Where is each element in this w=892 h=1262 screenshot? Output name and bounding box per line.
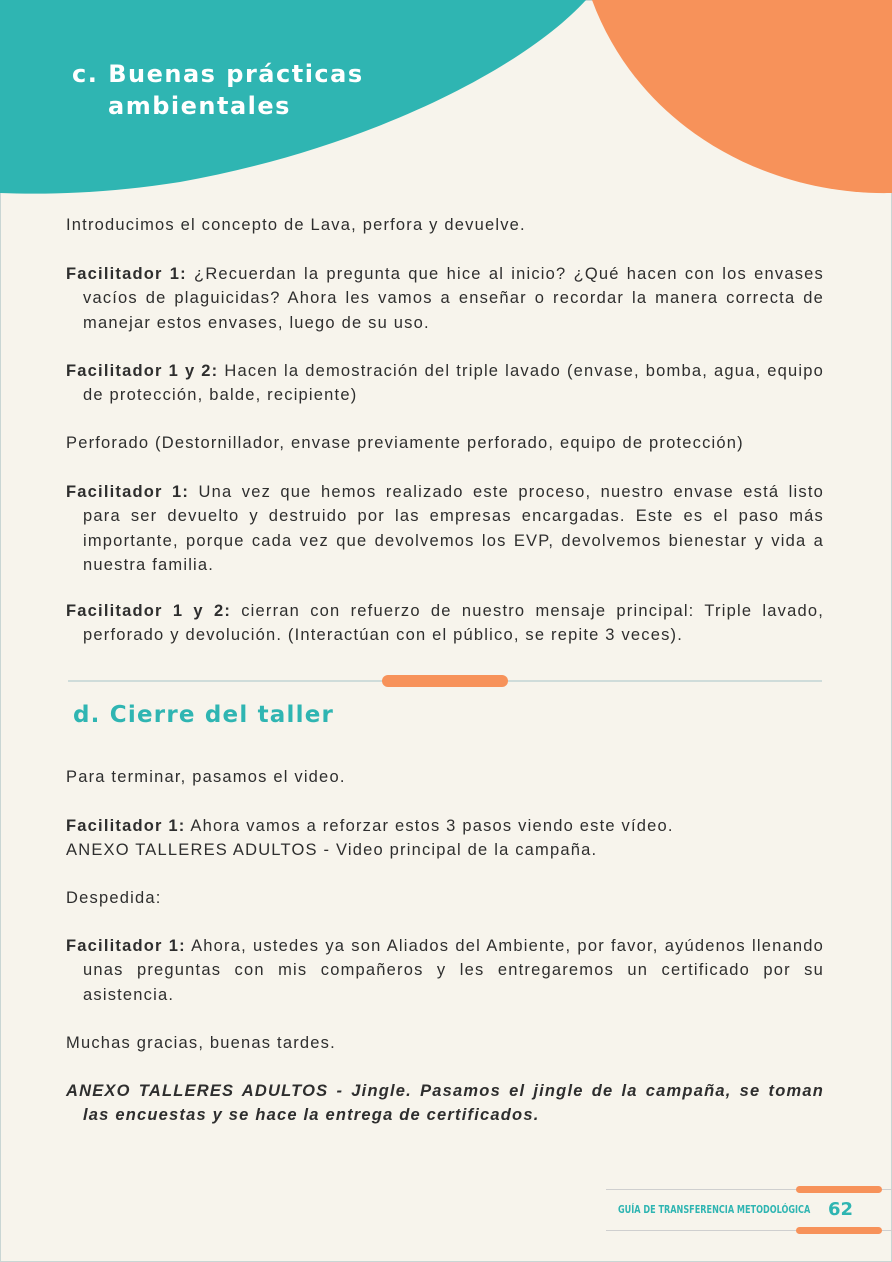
speaker-label: Facilitador 1: — [66, 265, 187, 283]
page-number: 62 — [828, 1199, 854, 1220]
paragraph-facilitador-question — [66, 262, 824, 335]
speaker-label: Facilitador 1: — [66, 817, 186, 835]
footer-guide-title: GUÍA DE TRANSFERENCIA METODOLÓGICA — [618, 1203, 811, 1216]
paragraph-text: Ahora vamos a reforzar estos 3 pasos viendo este vídeo. — [185, 817, 674, 835]
paragraph-closing-message — [66, 599, 824, 648]
paragraph-text: Una vez que hemos realizado este proceso, nuestro envase está listo para ser devuelto y destruido por las empresas encargadas. Este es el paso más importante, porque cada vez que devolvemos los EVP, devolvemos bienestar y vida a nuestra familia. — [83, 483, 824, 575]
paragraph-perforado: Perforado (Destornillador, envase previamente perforado, equipo de protección) — [66, 434, 744, 452]
section-title-c-line2: ambientales — [108, 92, 291, 120]
paragraph-certificate — [66, 934, 824, 1007]
speaker-label: Facilitador 1 y 2: — [66, 602, 232, 620]
annex-video-reference: ANEXO TALLERES ADULTOS - Video principal de la campaña. — [66, 841, 598, 860]
paragraph-text: Hacen la demostración del triple lavado (envase, bomba, agua, equipo de protección, balde, recipiente) — [83, 362, 825, 405]
paragraph-thanks: Muchas gracias, buenas tardes. — [66, 1034, 336, 1052]
paragraph-annex-jingle: ANEXO TALLERES ADULTOS - Jingle. Pasamos el jingle de la campaña, se toman las encuestas y se hace la entrega de certificados. — [66, 1082, 824, 1125]
paragraph-play-video: Para terminar, pasamos el video. — [66, 768, 346, 786]
paragraph-despedida: Despedida: — [66, 889, 162, 907]
footer-pill-bottom — [796, 1227, 882, 1234]
orange-circle-shape — [592, 0, 892, 193]
paragraph-return-process — [66, 480, 824, 578]
speaker-label: Facilitador 1 y 2: — [66, 362, 219, 380]
footer-pill-top — [796, 1186, 882, 1193]
paragraph-intro: Introducimos el concepto de Lava, perfora y devuelve. — [66, 216, 526, 234]
paragraph-triple-wash-demo — [66, 359, 824, 408]
paragraph-text: Ahora, ustedes ya son Aliados del Ambiente, por favor, ayúdenos llenando unas preguntas con mis compañeros y les entregaremos un certificado por su asistencia. — [83, 937, 824, 1004]
speaker-label: Facilitador 1: — [66, 483, 190, 501]
paragraph-text: cierran con refuerzo de nuestro mensaje principal: Triple lavado, perforado y devolución. (Interactúan con el público, se repite 3 veces). — [83, 602, 824, 645]
speaker-label: Facilitador 1: — [66, 937, 186, 955]
section-divider-pill — [382, 675, 508, 687]
section-title-c — [72, 58, 364, 122]
paragraph-reinforce-video — [66, 814, 824, 863]
section-title-d: d. Cierre del taller — [73, 702, 335, 728]
paragraph-text: ¿Recuerdan la pregunta que hice al inicio? ¿Qué hacen con los envases vacíos de plaguicidas? Ahora les vamos a enseñar o recordar la manera correcta de manejar estos envases, luego de su uso. — [83, 265, 824, 332]
section-title-c-line1: c. Buenas prácticas — [72, 60, 364, 88]
